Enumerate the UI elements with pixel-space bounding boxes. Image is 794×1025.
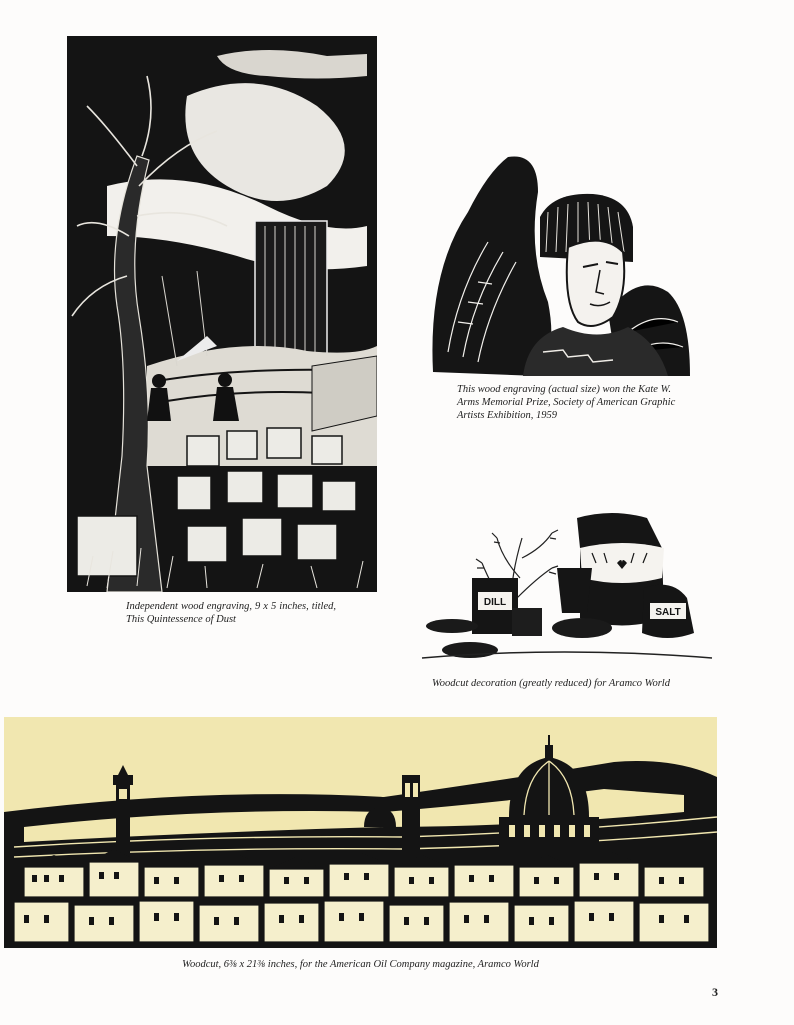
engraving-winged-figure [428, 152, 692, 376]
page-number: 3 [712, 985, 718, 999]
woodcut-still-life [412, 508, 714, 668]
engraving-quintessence-of-dust [67, 36, 377, 592]
bag-label-salt: SALT [655, 607, 681, 618]
caption-woodcut-florence: Woodcut, 6⅜ x 21⅜ inches, for the American Oil Company magazine, Aramco World [182, 959, 539, 970]
jar-label-dill: DILL [483, 597, 507, 608]
woodcut-florence-panorama [4, 717, 717, 948]
caption-engraving-portrait: This wood engraving (actual size) won the Kate W. Arms Memorial Prize, Society of American Graphic Artists Exhibition, 1959 [457, 384, 676, 421]
caption-engraving-large: Independent wood engraving, 9 x 5 inches, titled, This Quintessence of Dust [126, 601, 336, 625]
caption-woodcut-still-life: Woodcut decoration (greatly reduced) for Aramco World [432, 678, 670, 689]
